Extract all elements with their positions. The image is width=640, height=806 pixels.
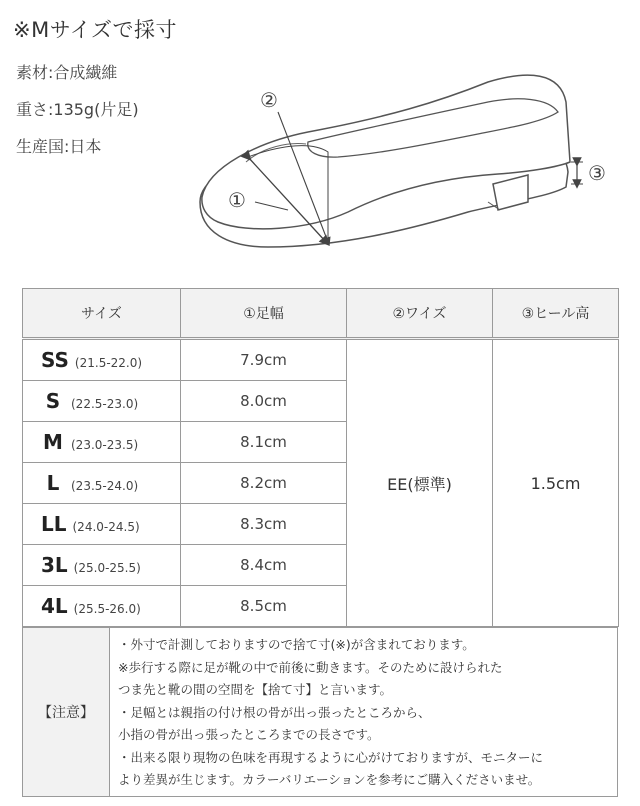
foot-width-cell: 8.1cm <box>181 422 347 463</box>
table-header-row <box>23 289 619 339</box>
header-wise: ②ワイズ <box>347 289 493 339</box>
size-range: (23.0-23.5) <box>71 438 139 452</box>
header-foot-width: ①足幅 <box>181 289 347 339</box>
size-cell <box>23 422 181 463</box>
foot-width-cell: 8.4cm <box>181 545 347 586</box>
foot-width-cell: 8.2cm <box>181 463 347 504</box>
size-code: 4L <box>41 594 68 618</box>
size-range: (22.5-23.0) <box>71 397 139 411</box>
size-code: L <box>46 471 60 495</box>
foot-width-cell: 8.3cm <box>181 504 347 545</box>
foot-width-cell: 7.9cm <box>181 339 347 381</box>
note-line: つま先と靴の間の空間を【捨て寸】と言います。 <box>118 682 393 697</box>
size-code: 3L <box>41 553 68 577</box>
note-line: ・外寸で計測しておりますので捨て寸(※)が含まれております。 <box>118 637 475 652</box>
marker-2: ② <box>260 88 278 112</box>
size-table <box>22 288 619 627</box>
size-range: (21.5-22.0) <box>74 356 143 370</box>
foot-width-cell: 8.5cm <box>181 586 347 627</box>
header-heel-height: ③ヒール高 <box>493 289 619 339</box>
size-cell <box>23 586 181 627</box>
marker-1: ① <box>228 188 246 212</box>
spec-origin: 生産国:日本 <box>16 137 102 156</box>
size-range: (24.0-24.5) <box>72 520 140 534</box>
size-range: (25.5-26.0) <box>73 602 141 616</box>
spec-material: 素材:合成繊維 <box>16 63 118 82</box>
marker-3: ③ <box>588 161 606 185</box>
foot-width-cell: 8.0cm <box>181 381 347 422</box>
shoe-diagram <box>188 62 628 262</box>
spec-weight: 重さ:135g(片足) <box>16 100 139 119</box>
note-line: より差異が生じます。カラーバリエーションを参考にご購入くださいませ。 <box>118 772 541 787</box>
table-row <box>23 339 619 381</box>
size-code: M <box>43 430 63 454</box>
page-title: ※Mサイズで採寸 <box>13 18 178 42</box>
size-cell <box>23 545 181 586</box>
size-code: S <box>45 389 61 413</box>
notes-label: 【注意】 <box>23 628 110 796</box>
header-size: サイズ <box>23 289 181 339</box>
size-cell <box>23 463 181 504</box>
size-cell <box>23 381 181 422</box>
notes-body <box>110 628 617 796</box>
size-cell <box>23 339 181 381</box>
note-line: ※歩行する際に足が靴の中で前後に動きます。そのために設けられた <box>118 659 503 675</box>
heel-height-cell: 1.5cm <box>493 339 619 627</box>
size-code: SS <box>41 348 69 372</box>
size-range: (23.5-24.0) <box>71 479 139 493</box>
note-line: ・足幅とは親指の付け根の骨が出っ張ったところから、 <box>118 704 431 720</box>
note-line: ・出来る限り現物の色味を再現するように心がけておりますが、モニターに <box>118 749 544 765</box>
size-code: LL <box>41 512 67 536</box>
notes-box <box>22 627 618 797</box>
wise-cell: EE(標準) <box>347 339 493 627</box>
size-range: (25.0-25.5) <box>73 561 141 575</box>
size-cell <box>23 504 181 545</box>
note-line: 小指の骨が出っ張ったところまでの長さです。 <box>118 727 380 742</box>
